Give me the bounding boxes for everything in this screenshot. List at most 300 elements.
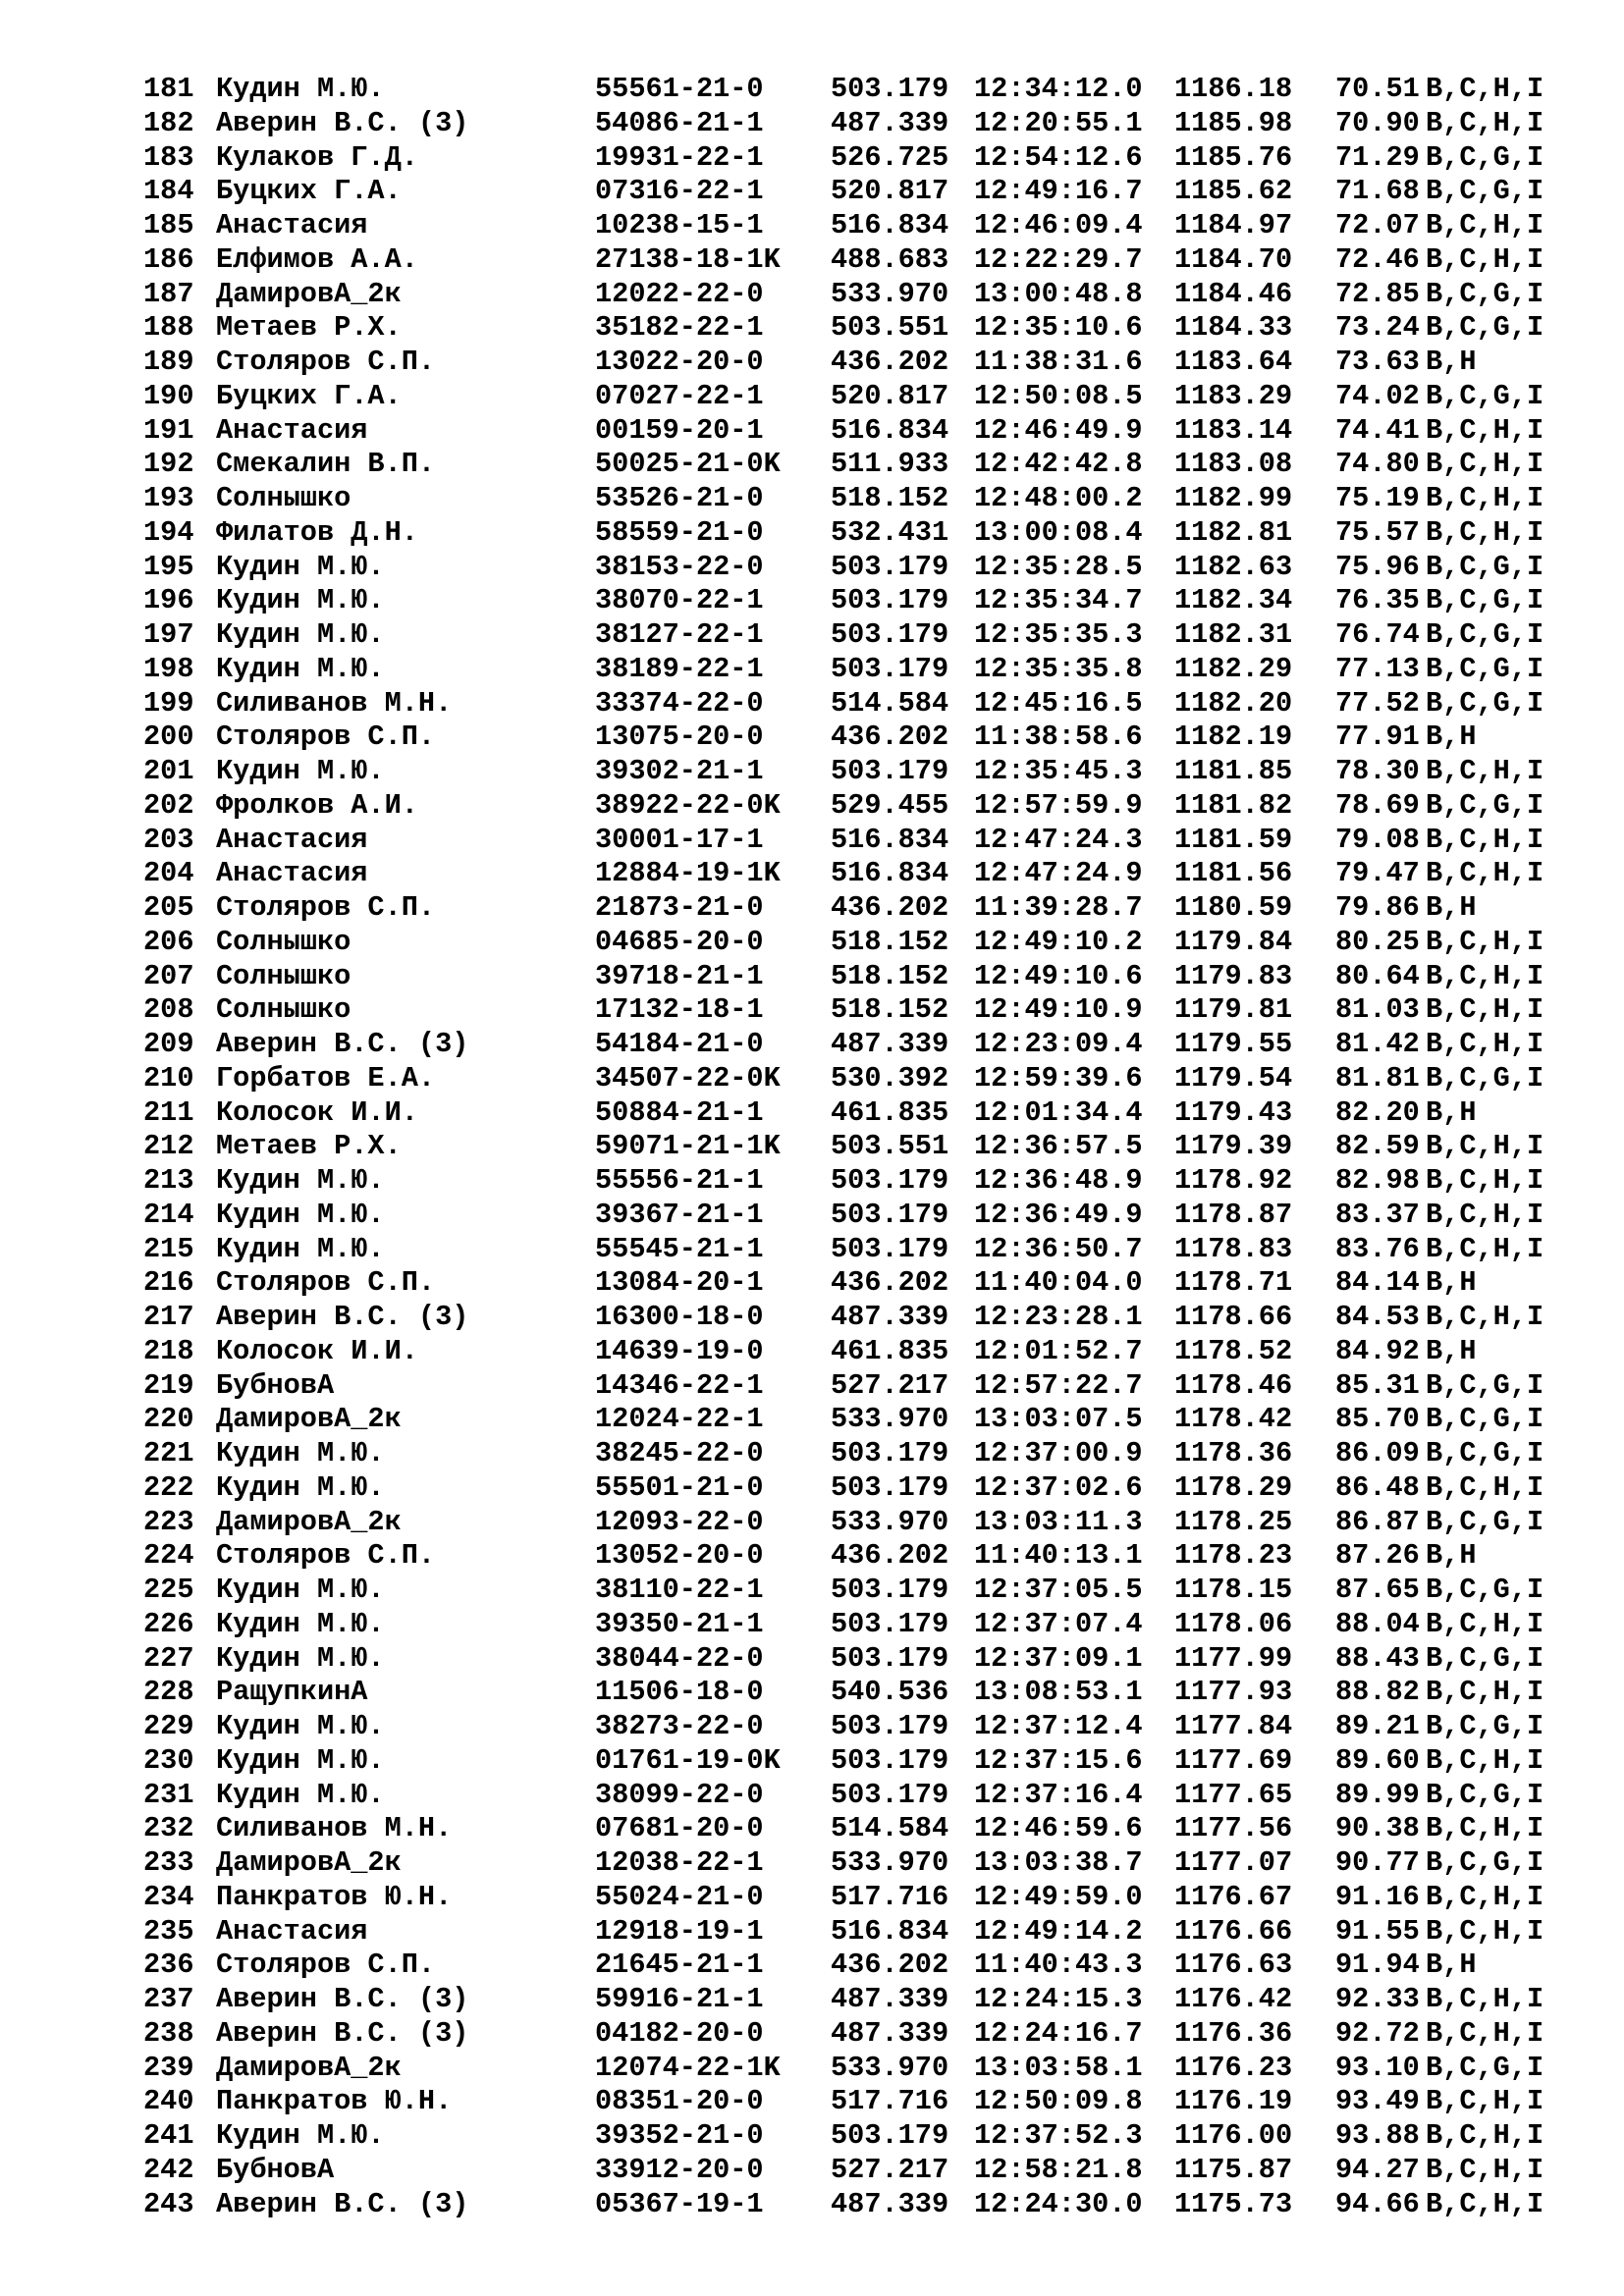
coefficient: 85.70 xyxy=(1335,1403,1420,1436)
distance: 503.179 xyxy=(831,73,949,105)
place-number: 208 xyxy=(143,993,194,1027)
speed: 1179.55 xyxy=(1174,1028,1293,1060)
distance: 503.179 xyxy=(831,550,949,583)
distance: 461.835 xyxy=(831,1334,949,1367)
coefficient: 71.29 xyxy=(1335,140,1420,174)
distance: 527.217 xyxy=(831,1368,949,1402)
category-flags: B,C,G,I xyxy=(1426,140,1544,174)
speed: 1183.29 xyxy=(1174,379,1293,412)
category-flags: B,C,H,I xyxy=(1426,73,1544,105)
ring-number: 55561-21-0 xyxy=(595,73,764,105)
distance: 488.683 xyxy=(831,242,949,276)
fancier-name: Кудин М.Ю. xyxy=(216,1198,385,1231)
coefficient: 87.65 xyxy=(1335,1574,1420,1606)
distance: 516.834 xyxy=(831,823,949,856)
place-number: 185 xyxy=(143,209,194,241)
category-flags: B,H xyxy=(1426,891,1477,924)
distance: 503.551 xyxy=(831,1130,949,1163)
place-number: 198 xyxy=(143,652,194,685)
fancier-name: Кудин М.Ю. xyxy=(216,1232,385,1265)
distance: 533.970 xyxy=(831,1505,949,1538)
place-number: 231 xyxy=(143,1778,194,1811)
distance: 518.152 xyxy=(831,482,949,514)
coefficient: 74.80 xyxy=(1335,448,1420,481)
arrival-time: 12:37:07.4 xyxy=(974,1607,1143,1640)
arrival-time: 12:47:24.9 xyxy=(974,857,1143,890)
place-number: 186 xyxy=(143,242,194,276)
coefficient: 75.19 xyxy=(1335,482,1420,514)
fancier-name: Горбатов Е.А. xyxy=(216,1061,436,1095)
coefficient: 80.25 xyxy=(1335,925,1420,958)
place-number: 236 xyxy=(143,1949,194,1982)
ring-number: 27138-18-1K xyxy=(595,242,781,276)
ring-number: 38044-22-0 xyxy=(595,1641,764,1675)
distance: 511.933 xyxy=(831,448,949,481)
arrival-time: 12:49:10.2 xyxy=(974,925,1143,958)
category-flags: B,C,H,I xyxy=(1426,823,1544,856)
coefficient: 88.04 xyxy=(1335,1607,1420,1640)
place-number: 194 xyxy=(143,515,194,549)
speed: 1182.19 xyxy=(1174,721,1293,754)
arrival-time: 12:46:59.6 xyxy=(974,1812,1143,1845)
coefficient: 81.03 xyxy=(1335,993,1420,1027)
place-number: 234 xyxy=(143,1880,194,1913)
speed: 1178.15 xyxy=(1174,1574,1293,1606)
category-flags: B,C,H,I xyxy=(1426,413,1544,447)
arrival-time: 11:38:58.6 xyxy=(974,721,1143,754)
coefficient: 88.82 xyxy=(1335,1676,1420,1709)
category-flags: B,C,G,I xyxy=(1426,311,1544,345)
ring-number: 12884-19-1K xyxy=(595,857,781,890)
distance: 503.179 xyxy=(831,618,949,651)
category-flags: B,H xyxy=(1426,1539,1477,1573)
category-flags: B,C,H,I xyxy=(1426,1470,1544,1504)
distance: 503.179 xyxy=(831,1743,949,1777)
arrival-time: 13:03:07.5 xyxy=(974,1403,1143,1436)
place-number: 219 xyxy=(143,1368,194,1402)
coefficient: 89.21 xyxy=(1335,1710,1420,1742)
fancier-name: Столяров С.П. xyxy=(216,721,436,754)
fancier-name: Кудин М.Ю. xyxy=(216,618,385,651)
arrival-time: 12:49:16.7 xyxy=(974,175,1143,208)
ring-number: 08351-20-0 xyxy=(595,2085,764,2118)
fancier-name: Кудин М.Ю. xyxy=(216,1743,385,1777)
distance: 503.179 xyxy=(831,652,949,685)
arrival-time: 12:42:42.8 xyxy=(974,448,1143,481)
category-flags: B,C,G,I xyxy=(1426,788,1544,822)
arrival-time: 12:48:00.2 xyxy=(974,482,1143,514)
distance: 503.179 xyxy=(831,1164,949,1197)
coefficient: 74.02 xyxy=(1335,379,1420,412)
coefficient: 79.08 xyxy=(1335,823,1420,856)
fancier-name: Анастасия xyxy=(216,823,368,856)
category-flags: B,C,G,I xyxy=(1426,550,1544,583)
place-number: 216 xyxy=(143,1266,194,1300)
place-number: 243 xyxy=(143,2187,194,2220)
ring-number: 12093-22-0 xyxy=(595,1505,764,1538)
arrival-time: 12:54:12.6 xyxy=(974,140,1143,174)
coefficient: 90.38 xyxy=(1335,1812,1420,1845)
ring-number: 21873-21-0 xyxy=(595,891,764,924)
arrival-time: 12:35:28.5 xyxy=(974,550,1143,583)
fancier-name: Кудин М.Ю. xyxy=(216,1437,385,1469)
category-flags: B,C,G,I xyxy=(1426,1710,1544,1742)
speed: 1179.39 xyxy=(1174,1130,1293,1163)
category-flags: B,C,G,I xyxy=(1426,1641,1544,1675)
fancier-name: Солнышко xyxy=(216,993,352,1027)
distance: 533.970 xyxy=(831,1846,949,1879)
ring-number: 34507-22-0K xyxy=(595,1061,781,1095)
speed: 1179.81 xyxy=(1174,993,1293,1027)
category-flags: B,C,H,I xyxy=(1426,993,1544,1027)
arrival-time: 12:35:35.3 xyxy=(974,618,1143,651)
fancier-name: Кудин М.Ю. xyxy=(216,2119,385,2152)
coefficient: 77.13 xyxy=(1335,652,1420,685)
speed: 1178.92 xyxy=(1174,1164,1293,1197)
fancier-name: Аверин В.С. (3) xyxy=(216,1028,469,1060)
ring-number: 54086-21-1 xyxy=(595,106,764,139)
ring-number: 14346-22-1 xyxy=(595,1368,764,1402)
ring-number: 04685-20-0 xyxy=(595,925,764,958)
ring-number: 39350-21-1 xyxy=(595,1607,764,1640)
distance: 503.179 xyxy=(831,1470,949,1504)
speed: 1185.98 xyxy=(1174,106,1293,139)
distance: 503.179 xyxy=(831,755,949,787)
speed: 1178.83 xyxy=(1174,1232,1293,1265)
distance: 503.179 xyxy=(831,1710,949,1742)
fancier-name: Кудин М.Ю. xyxy=(216,1470,385,1504)
ring-number: 38245-22-0 xyxy=(595,1437,764,1469)
speed: 1178.25 xyxy=(1174,1505,1293,1538)
distance: 518.152 xyxy=(831,959,949,992)
category-flags: B,C,G,I xyxy=(1426,1437,1544,1469)
category-flags: B,C,H,I xyxy=(1426,1130,1544,1163)
place-number: 188 xyxy=(143,311,194,345)
place-number: 192 xyxy=(143,448,194,481)
ring-number: 13022-20-0 xyxy=(595,346,764,378)
coefficient: 72.46 xyxy=(1335,242,1420,276)
arrival-time: 12:35:34.7 xyxy=(974,584,1143,617)
distance: 461.835 xyxy=(831,1095,949,1129)
place-number: 220 xyxy=(143,1403,194,1436)
coefficient: 91.16 xyxy=(1335,1880,1420,1913)
arrival-time: 12:57:59.9 xyxy=(974,788,1143,822)
place-number: 181 xyxy=(143,73,194,105)
speed: 1177.84 xyxy=(1174,1710,1293,1742)
category-flags: B,C,H,I xyxy=(1426,482,1544,514)
distance: 487.339 xyxy=(831,1301,949,1333)
ring-number: 54184-21-0 xyxy=(595,1028,764,1060)
fancier-name: Аверин В.С. (3) xyxy=(216,2187,469,2220)
fancier-name: Метаев Р.Х. xyxy=(216,1130,402,1163)
arrival-time: 12:37:52.3 xyxy=(974,2119,1143,2152)
speed: 1185.76 xyxy=(1174,140,1293,174)
fancier-name: Кудин М.Ю. xyxy=(216,1778,385,1811)
place-number: 240 xyxy=(143,2085,194,2118)
place-number: 229 xyxy=(143,1710,194,1742)
arrival-time: 12:49:14.2 xyxy=(974,1914,1143,1948)
arrival-time: 11:38:31.6 xyxy=(974,346,1143,378)
arrival-time: 11:40:43.3 xyxy=(974,1949,1143,1982)
fancier-name: ДамировА_2к xyxy=(216,277,402,310)
place-number: 237 xyxy=(143,1983,194,2015)
coefficient: 70.90 xyxy=(1335,106,1420,139)
distance: 503.179 xyxy=(831,1232,949,1265)
fancier-name: Буцких Г.А. xyxy=(216,379,402,412)
distance: 503.179 xyxy=(831,1641,949,1675)
coefficient: 79.86 xyxy=(1335,891,1420,924)
fancier-name: Елфимов А.А. xyxy=(216,242,418,276)
fancier-name: Аверин В.С. (3) xyxy=(216,1301,469,1333)
arrival-time: 12:37:05.5 xyxy=(974,1574,1143,1606)
arrival-time: 13:08:53.1 xyxy=(974,1676,1143,1709)
fancier-name: Кудин М.Ю. xyxy=(216,755,385,787)
fancier-name: Анастасия xyxy=(216,857,368,890)
arrival-time: 12:49:59.0 xyxy=(974,1880,1143,1913)
coefficient: 78.69 xyxy=(1335,788,1420,822)
speed: 1177.65 xyxy=(1174,1778,1293,1811)
ring-number: 58559-21-0 xyxy=(595,515,764,549)
arrival-time: 12:59:39.6 xyxy=(974,1061,1143,1095)
distance: 436.202 xyxy=(831,721,949,754)
category-flags: B,C,H,I xyxy=(1426,1232,1544,1265)
coefficient: 92.33 xyxy=(1335,1983,1420,2015)
arrival-time: 12:23:28.1 xyxy=(974,1301,1143,1333)
speed: 1181.56 xyxy=(1174,857,1293,890)
fancier-name: Колосок И.И. xyxy=(216,1095,418,1129)
category-flags: B,C,H,I xyxy=(1426,1607,1544,1640)
coefficient: 92.72 xyxy=(1335,2016,1420,2050)
speed: 1175.73 xyxy=(1174,2187,1293,2220)
ring-number: 55501-21-0 xyxy=(595,1470,764,1504)
ring-number: 07681-20-0 xyxy=(595,1812,764,1845)
place-number: 187 xyxy=(143,277,194,310)
fancier-name: Фролков А.И. xyxy=(216,788,418,822)
fancier-name: Аверин В.С. (3) xyxy=(216,2016,469,2050)
speed: 1182.81 xyxy=(1174,515,1293,549)
place-number: 210 xyxy=(143,1061,194,1095)
fancier-name: Кудин М.Ю. xyxy=(216,1574,385,1606)
coefficient: 77.52 xyxy=(1335,686,1420,720)
arrival-time: 12:23:09.4 xyxy=(974,1028,1143,1060)
distance: 520.817 xyxy=(831,175,949,208)
coefficient: 94.27 xyxy=(1335,2153,1420,2186)
category-flags: B,C,H,I xyxy=(1426,2153,1544,2186)
category-flags: B,H xyxy=(1426,346,1477,378)
place-number: 189 xyxy=(143,346,194,378)
category-flags: B,C,G,I xyxy=(1426,379,1544,412)
ring-number: 35182-22-1 xyxy=(595,311,764,345)
arrival-time: 11:40:13.1 xyxy=(974,1539,1143,1573)
category-flags: B,C,H,I xyxy=(1426,1743,1544,1777)
category-flags: B,C,H,I xyxy=(1426,1301,1544,1333)
arrival-time: 12:46:49.9 xyxy=(974,413,1143,447)
category-flags: B,C,H,I xyxy=(1426,1198,1544,1231)
ring-number: 16300-18-0 xyxy=(595,1301,764,1333)
ring-number: 00159-20-1 xyxy=(595,413,764,447)
category-flags: B,C,H,I xyxy=(1426,2187,1544,2220)
fancier-name: Анастасия xyxy=(216,209,368,241)
arrival-time: 12:37:09.1 xyxy=(974,1641,1143,1675)
place-number: 225 xyxy=(143,1574,194,1606)
coefficient: 82.20 xyxy=(1335,1095,1420,1129)
category-flags: B,C,G,I xyxy=(1426,175,1544,208)
ring-number: 14639-19-0 xyxy=(595,1334,764,1367)
place-number: 226 xyxy=(143,1607,194,1640)
category-flags: B,C,G,I xyxy=(1426,2051,1544,2084)
category-flags: B,H xyxy=(1426,721,1477,754)
speed: 1176.67 xyxy=(1174,1880,1293,1913)
fancier-name: Анастасия xyxy=(216,413,368,447)
ring-number: 53526-21-0 xyxy=(595,482,764,514)
speed: 1177.56 xyxy=(1174,1812,1293,1845)
distance: 520.817 xyxy=(831,379,949,412)
ring-number: 04182-20-0 xyxy=(595,2016,764,2050)
place-number: 199 xyxy=(143,686,194,720)
arrival-time: 12:47:24.3 xyxy=(974,823,1143,856)
fancier-name: ДамировА_2к xyxy=(216,1505,402,1538)
fancier-name: Панкратов Ю.Н. xyxy=(216,2085,453,2118)
ring-number: 38153-22-0 xyxy=(595,550,764,583)
distance: 540.536 xyxy=(831,1676,949,1709)
arrival-time: 13:00:48.8 xyxy=(974,277,1143,310)
arrival-time: 12:49:10.9 xyxy=(974,993,1143,1027)
category-flags: B,C,G,I xyxy=(1426,618,1544,651)
distance: 529.455 xyxy=(831,788,949,822)
coefficient: 74.41 xyxy=(1335,413,1420,447)
place-number: 202 xyxy=(143,788,194,822)
coefficient: 86.87 xyxy=(1335,1505,1420,1538)
place-number: 197 xyxy=(143,618,194,651)
speed: 1176.42 xyxy=(1174,1983,1293,2015)
fancier-name: Буцких Г.А. xyxy=(216,175,402,208)
coefficient: 73.24 xyxy=(1335,311,1420,345)
ring-number: 38099-22-0 xyxy=(595,1778,764,1811)
ring-number: 50025-21-0K xyxy=(595,448,781,481)
category-flags: B,C,H,I xyxy=(1426,106,1544,139)
coefficient: 80.64 xyxy=(1335,959,1420,992)
distance: 503.179 xyxy=(831,1778,949,1811)
speed: 1179.83 xyxy=(1174,959,1293,992)
coefficient: 87.26 xyxy=(1335,1539,1420,1573)
coefficient: 72.07 xyxy=(1335,209,1420,241)
distance: 487.339 xyxy=(831,1028,949,1060)
fancier-name: Столяров С.П. xyxy=(216,1539,436,1573)
speed: 1180.59 xyxy=(1174,891,1293,924)
arrival-time: 12:24:30.0 xyxy=(974,2187,1143,2220)
category-flags: B,C,H,I xyxy=(1426,242,1544,276)
speed: 1182.63 xyxy=(1174,550,1293,583)
arrival-time: 12:36:48.9 xyxy=(974,1164,1143,1197)
coefficient: 84.92 xyxy=(1335,1334,1420,1367)
distance: 503.179 xyxy=(831,1198,949,1231)
fancier-name: Аверин В.С. (3) xyxy=(216,106,469,139)
speed: 1178.29 xyxy=(1174,1470,1293,1504)
place-number: 182 xyxy=(143,106,194,139)
distance: 487.339 xyxy=(831,106,949,139)
ring-number: 07027-22-1 xyxy=(595,379,764,412)
distance: 516.834 xyxy=(831,1914,949,1948)
coefficient: 82.98 xyxy=(1335,1164,1420,1197)
speed: 1183.64 xyxy=(1174,346,1293,378)
speed: 1185.62 xyxy=(1174,175,1293,208)
fancier-name: Солнышко xyxy=(216,482,352,514)
arrival-time: 11:39:28.7 xyxy=(974,891,1143,924)
coefficient: 91.94 xyxy=(1335,1949,1420,1982)
speed: 1178.42 xyxy=(1174,1403,1293,1436)
fancier-name: ДамировА_2к xyxy=(216,2051,402,2084)
speed: 1177.69 xyxy=(1174,1743,1293,1777)
arrival-time: 12:37:00.9 xyxy=(974,1437,1143,1469)
ring-number: 13052-20-0 xyxy=(595,1539,764,1573)
ring-number: 30001-17-1 xyxy=(595,823,764,856)
speed: 1182.29 xyxy=(1174,652,1293,685)
ring-number: 12022-22-0 xyxy=(595,277,764,310)
coefficient: 86.48 xyxy=(1335,1470,1420,1504)
place-number: 215 xyxy=(143,1232,194,1265)
arrival-time: 12:37:16.4 xyxy=(974,1778,1143,1811)
arrival-time: 12:36:49.9 xyxy=(974,1198,1143,1231)
speed: 1184.97 xyxy=(1174,209,1293,241)
coefficient: 70.51 xyxy=(1335,73,1420,105)
ring-number: 59916-21-1 xyxy=(595,1983,764,2015)
category-flags: B,C,G,I xyxy=(1426,1778,1544,1811)
category-flags: B,C,G,I xyxy=(1426,584,1544,617)
distance: 518.152 xyxy=(831,925,949,958)
arrival-time: 13:00:08.4 xyxy=(974,515,1143,549)
fancier-name: Столяров С.П. xyxy=(216,346,436,378)
fancier-name: Столяров С.П. xyxy=(216,1949,436,1982)
category-flags: B,H xyxy=(1426,1334,1477,1367)
category-flags: B,C,H,I xyxy=(1426,1914,1544,1948)
coefficient: 79.47 xyxy=(1335,857,1420,890)
place-number: 238 xyxy=(143,2016,194,2050)
coefficient: 84.14 xyxy=(1335,1266,1420,1300)
coefficient: 82.59 xyxy=(1335,1130,1420,1163)
place-number: 235 xyxy=(143,1914,194,1948)
speed: 1178.36 xyxy=(1174,1437,1293,1469)
fancier-name: БубновА xyxy=(216,1368,335,1402)
fancier-name: Анастасия xyxy=(216,1914,368,1948)
arrival-time: 12:35:35.8 xyxy=(974,652,1143,685)
speed: 1182.31 xyxy=(1174,618,1293,651)
fancier-name: Кудин М.Ю. xyxy=(216,652,385,685)
arrival-time: 12:45:16.5 xyxy=(974,686,1143,720)
distance: 487.339 xyxy=(831,2016,949,2050)
distance: 436.202 xyxy=(831,891,949,924)
place-number: 201 xyxy=(143,755,194,787)
coefficient: 81.42 xyxy=(1335,1028,1420,1060)
coefficient: 88.43 xyxy=(1335,1641,1420,1675)
speed: 1178.66 xyxy=(1174,1301,1293,1333)
arrival-time: 12:46:09.4 xyxy=(974,209,1143,241)
coefficient: 72.85 xyxy=(1335,277,1420,310)
ring-number: 39367-21-1 xyxy=(595,1198,764,1231)
speed: 1178.46 xyxy=(1174,1368,1293,1402)
category-flags: B,C,G,I xyxy=(1426,1403,1544,1436)
distance: 503.179 xyxy=(831,1574,949,1606)
coefficient: 75.57 xyxy=(1335,515,1420,549)
speed: 1186.18 xyxy=(1174,73,1293,105)
arrival-time: 12:20:55.1 xyxy=(974,106,1143,139)
arrival-time: 12:35:45.3 xyxy=(974,755,1143,787)
ring-number: 17132-18-1 xyxy=(595,993,764,1027)
category-flags: B,C,H,I xyxy=(1426,959,1544,992)
speed: 1183.08 xyxy=(1174,448,1293,481)
speed: 1178.52 xyxy=(1174,1334,1293,1367)
category-flags: B,C,H,I xyxy=(1426,1812,1544,1845)
speed: 1176.00 xyxy=(1174,2119,1293,2152)
